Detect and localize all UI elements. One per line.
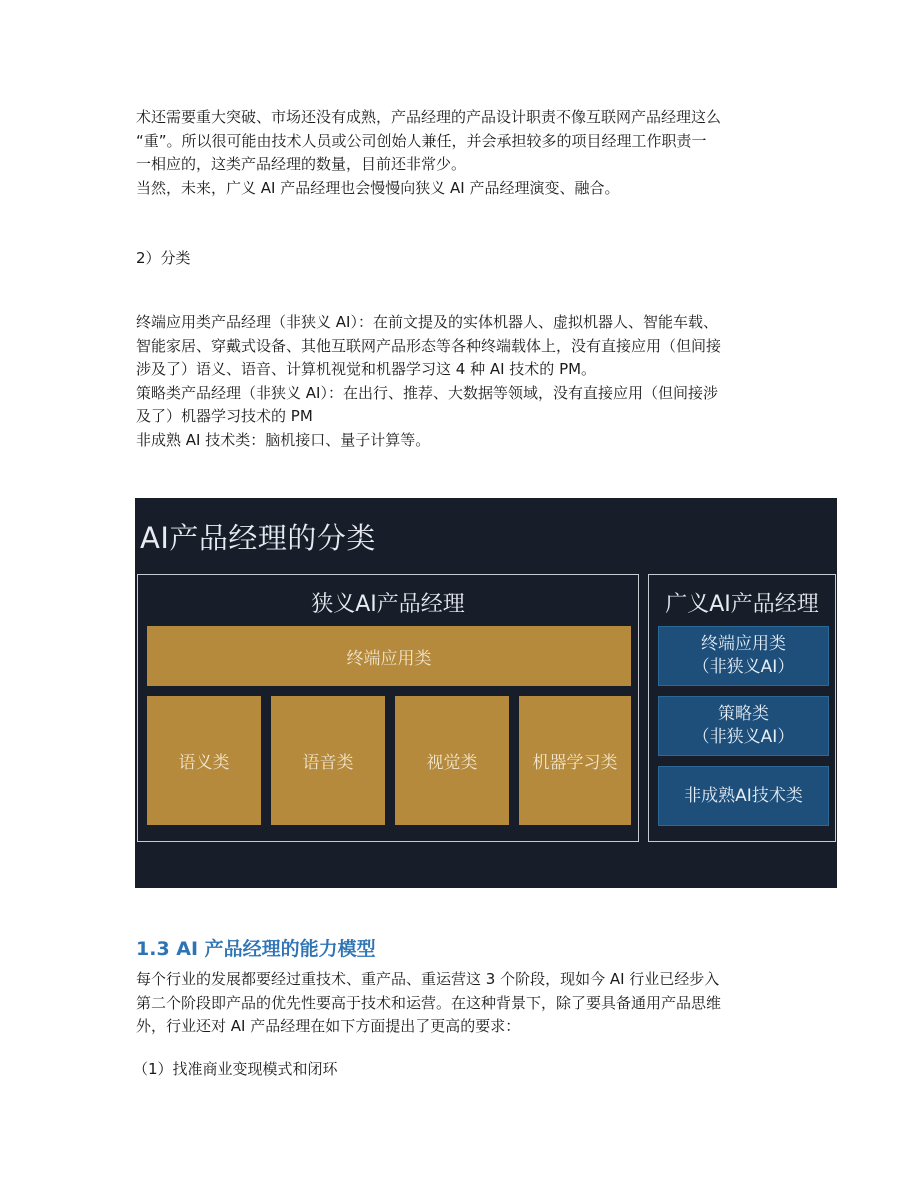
section-heading: 1.3 AI 产品经理的能力模型 xyxy=(136,938,376,960)
broad-strategy-item xyxy=(658,696,829,756)
intro-paragraph xyxy=(136,106,786,200)
intro-line: 术还需要重大突破、市场还没有成熟，产品经理的产品设计职责不像互联网产品经理这么 xyxy=(136,108,722,126)
broad-ai-pm-box xyxy=(648,574,836,842)
list-item-1: （1）找准商业变现模式和闭环 xyxy=(133,1060,338,1078)
broad-terminal-app-item xyxy=(658,626,829,686)
item-line: 终端应用类 xyxy=(701,634,786,654)
narrow-ai-pm-title: 狭义AI产品经理 xyxy=(311,592,465,617)
intro-line: 一相应的，这类产品经理的数量，目前还非常少。 xyxy=(136,155,467,173)
figure-title: AI产品经理的分类 xyxy=(140,521,376,555)
classification-line: 终端应用类产品经理（非狭义 AI）：在前文提及的实体机器人、虚拟机器人、智能车载、 xyxy=(136,313,718,331)
intro-line: 当然，未来，广义 AI 产品经理也会慢慢向狭义 AI 产品经理演变、融合。 xyxy=(136,178,620,197)
narrow-ai-pm-box xyxy=(137,574,639,842)
section-paragraph xyxy=(136,968,786,1039)
item-line: （非狭义AI） xyxy=(692,657,795,677)
semantic-category: 语义类 xyxy=(147,696,261,825)
section-line: 每个行业的发展都要经过重技术、重产品、重运营这 3 个阶段，现如今 AI 行业已经步入 xyxy=(136,970,720,988)
section-line: 外，行业还对 AI 产品经理在如下方面提出了更高的要求： xyxy=(136,1017,521,1035)
classification-paragraph xyxy=(136,311,786,452)
classification-line: 非成熟 AI 技术类：脑机接口、量子计算等。 xyxy=(136,430,431,449)
classification-figure xyxy=(135,498,837,888)
section-line: 第二个阶段即产品的优先性要高于技术和运营。在这种背景下，除了要具备通用产品思维 xyxy=(136,993,722,1012)
vision-category: 视觉类 xyxy=(395,696,509,825)
speech-category: 语音类 xyxy=(271,696,385,825)
classification-heading: 2）分类 xyxy=(136,249,191,267)
classification-line: 及了）机器学习技术的 PM xyxy=(136,407,313,425)
classification-line: 智能家居、穿戴式设备、其他互联网产品形态等各种终端载体上，没有直接应用（但间接 xyxy=(136,336,722,355)
classification-line: 涉及了）语义、语音、计算机视觉和机器学习这 4 种 AI 技术的 PM。 xyxy=(136,360,597,378)
item-line: （非狭义AI） xyxy=(692,727,795,747)
broad-immature-tech-item xyxy=(658,766,829,826)
item-line: 非成熟AI技术类 xyxy=(684,785,803,806)
classification-line: 策略类产品经理（非狭义 AI）：在出行、推荐、大数据等领域，没有直接应用（但间接涉 xyxy=(136,383,718,402)
machine-learning-category: 机器学习类 xyxy=(519,696,631,825)
item-line: 策略类 xyxy=(718,704,769,724)
terminal-app-bar: 终端应用类 xyxy=(147,626,631,686)
intro-line: “重”。所以很可能由技术人员或公司创始人兼任，并会承担较多的项目经理工作职责一 xyxy=(136,131,707,150)
broad-ai-pm-title: 广义AI产品经理 xyxy=(665,592,819,617)
